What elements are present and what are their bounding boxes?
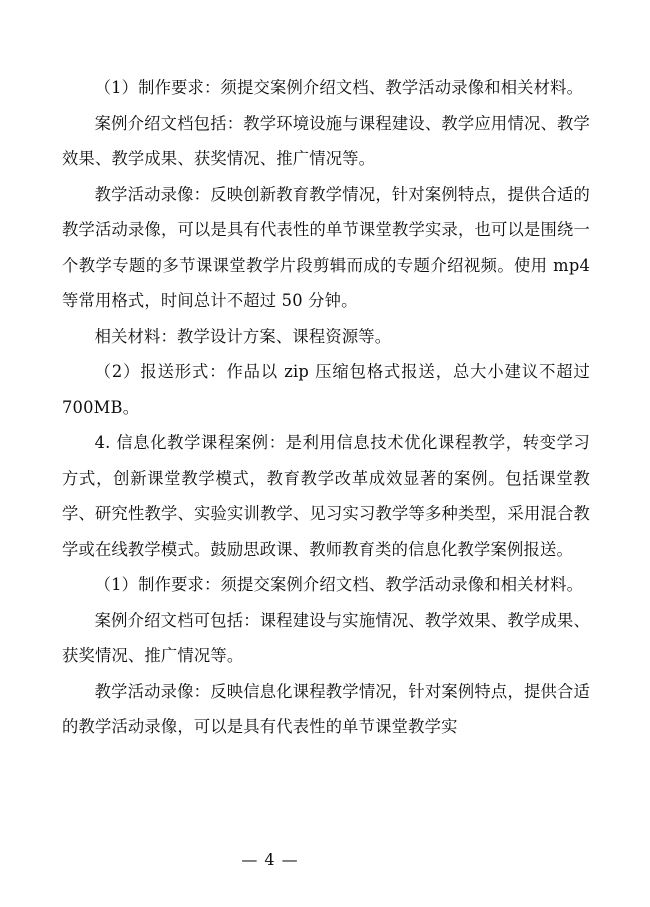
document-body (62, 70, 590, 745)
paragraph: 教学活动录像：反映信息化课程教学情况，针对案例特点，提供合适的教学活动录像，可以是具有代表性的单节课堂教学实 (62, 681, 590, 736)
paragraph: （2）报送形式：作品以 zip 压缩包格式报送，总大小建议不超过 700MB。 (62, 362, 590, 417)
paragraph: 教学活动录像：反映创新教育教学情况，针对案例特点，提供合适的教学活动录像，可以是具有代表性的单节课堂教学实录，也可以是围绕一个教学专题的多节课课堂教学片段剪辑而成的专题介绍视频。使用 mp4 等常用格式，时间总计不超过 50 分钟。 (62, 184, 590, 310)
paragraph: 案例介绍文档可包括：课程建设与实施情况、教学效果、教学成果、获奖情况、推广情况等。 (62, 610, 590, 665)
paragraph: 4. 信息化教学课程案例：是利用信息技术优化课程教学，转变学习方式，创新课堂教学模式，教育教学改革成效显著的案例。包括课堂教学、研究性教学、实验实训教学、见习实习教学等多种类型，采用混合教学或在线教学模式。鼓励思政课、教师教育类的信息化教学案例报送。 (62, 433, 590, 559)
paragraph: （1）制作要求：须提交案例介绍文档、教学活动录像和相关材料。 (94, 575, 584, 594)
paragraph: 案例介绍文档包括：教学环境设施与课程建设、教学应用情况、教学效果、教学成果、获奖情况、推广情况等。 (62, 113, 590, 168)
paragraph: 相关材料：教学设计方案、课程资源等。 (94, 326, 392, 346)
page-number: — 4 — (241, 850, 299, 869)
paragraph: （1）制作要求：须提交案例介绍文档、教学活动录像和相关材料。 (94, 78, 584, 97)
